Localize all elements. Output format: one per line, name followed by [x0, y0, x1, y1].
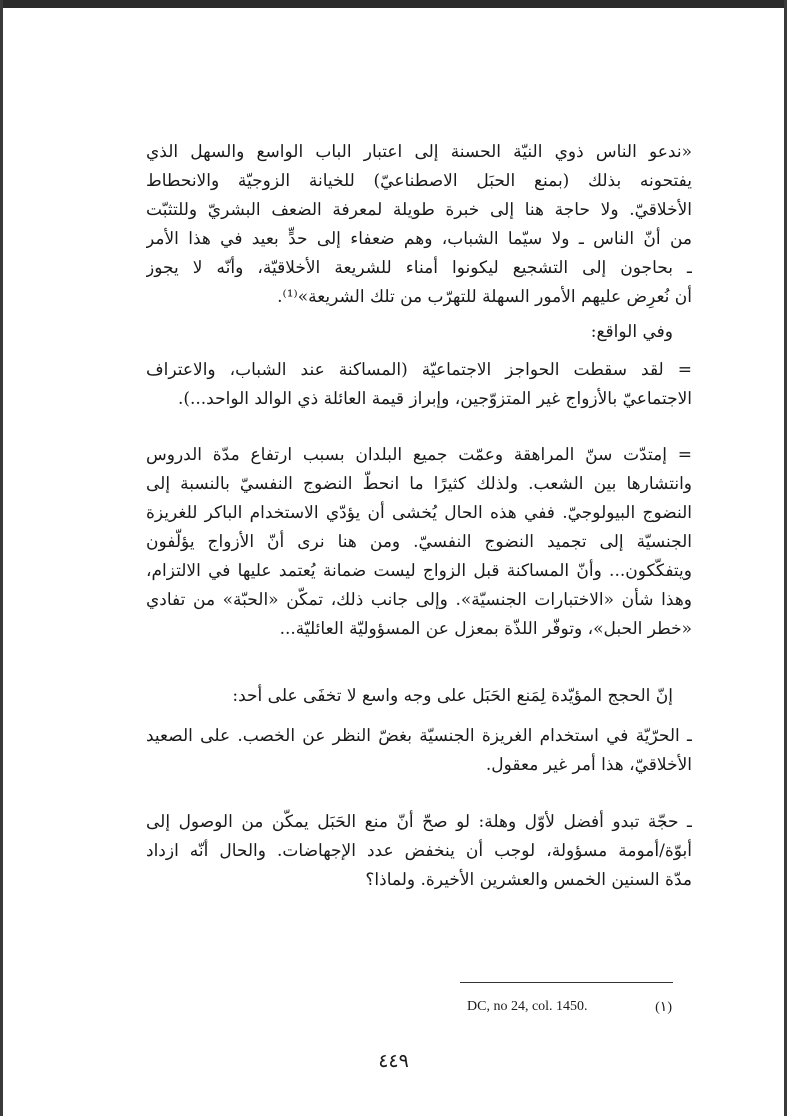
scan-border-top [0, 0, 787, 8]
paragraph-freedom [146, 722, 692, 780]
paragraph-line: = إمتدّت سنّ المراهقة وعمّت جميع البلدان بسبب ارتفاع مدّة الدروس [146, 445, 692, 465]
paragraph-line: ويتفكّكون... وأنّ المساكنة قبل الزواج ليست ضمانة يُعتمد عليها في الالتزام، [146, 561, 692, 581]
paragraph-line: وانتشارها بين الشعب. ولذلك كثيرًا ما انحطّ النضوج النفسيّ بالنسبة إلى [146, 474, 692, 494]
paragraph-arguments-intro: إنّ الحجج المؤيّدة لِمَنع الحَبَل على وجه واسع لا تخفَى على أحد: [232, 686, 673, 706]
footnote-number: (١) [655, 1000, 672, 1015]
section-heading: وفي الواقع: [590, 322, 673, 342]
quote-line: الأخلاقيّ. ولا حاجة هنا إلى خبرة طويلة لمعرفة الضعف البشريّ وللتثبّت [146, 200, 692, 220]
quote-line: «ندعو الناس ذوي النيّة الحسنة إلى اعتبار الباب الواسع والسهل الذي [146, 142, 692, 162]
paragraph-line: أبوّة/أمومة مسؤولة، لوجب أن ينخفض عدد الإجهاضات. والحال أنّه ازداد [146, 841, 692, 861]
paragraph-line: وهذا شأن «الاختبارات الجنسيّة». وإلى جانب ذلك، تمكّن «الحبّة» من تفادي [146, 590, 692, 610]
quote-line: أن نُعرِض عليهم الأمور السهلة للتهرّب من تلك الشريعة»⁽¹⁾. [277, 287, 692, 307]
paragraph-line: الاجتماعيّ بالأزواج غير المتزوّجين، وإبراز قيمة العائلة ذي الوالد الواحد...). [177, 389, 692, 409]
paragraph-line: «خطر الحبل»، وتوفّر اللذّة بمعزل عن المسؤوليّة العائليّة... [279, 619, 692, 639]
paragraph-argument [146, 808, 692, 895]
paragraph-line: الجنسيّة إلى تجميد النضوج النفسيّ. ومن هنا نرى أنّ الأزواج يؤلّفون [146, 532, 692, 552]
footnote-divider [460, 982, 673, 983]
scan-border-left [0, 0, 3, 1116]
paragraph-barriers [146, 356, 692, 414]
quote-line: ـ بحاجون إلى التشجيع ليكونوا أمناء للشريعة الأخلاقيّة، وأنّه لا يجوز [146, 258, 692, 278]
footnote-source: DC, no 24, col. 1450. [467, 999, 588, 1014]
paragraph-line: = لقد سقطت الحواجز الاجتماعيّة (المساكنة عند الشباب، والاعتراف [146, 360, 692, 380]
paragraph-line: ـ حجّة تبدو أفضل لأوّل وهلة: لو صحّ أنّ منع الحَبَل يمكّن من الوصول إلى [146, 812, 692, 832]
quote-block [146, 138, 692, 312]
paragraph-line: ـ الحرّيّة في استخدام الغريزة الجنسيّة بغضّ النظر عن الخصب. على الصعيد [146, 726, 692, 746]
page-number: ٤٤٩ [378, 1050, 409, 1072]
paragraph-line: مدّة السنين الخمس والعشرين الأخيرة. ولماذا؟ [365, 870, 692, 890]
paragraph-adolescence [146, 441, 692, 644]
paragraph-line: النضوج البيولوجيّ. ففي هذه الحال يُخشى أن يؤدّي الاستخدام الباكر للغريزة [146, 503, 692, 523]
quote-line: من أنّ الناس ـ ولا سيّما الشباب، وهم ضعفاء إلى حدٍّ بعيد في هذا الأمر [146, 229, 692, 249]
paragraph-line: الأخلاقيّ، هذا أمر غير معقول. [485, 755, 692, 775]
quote-line: يفتحونه بذلك (بمنع الحبَل الاصطناعيّ) للخيانة الزوجيّة والانحطاط [146, 171, 692, 191]
